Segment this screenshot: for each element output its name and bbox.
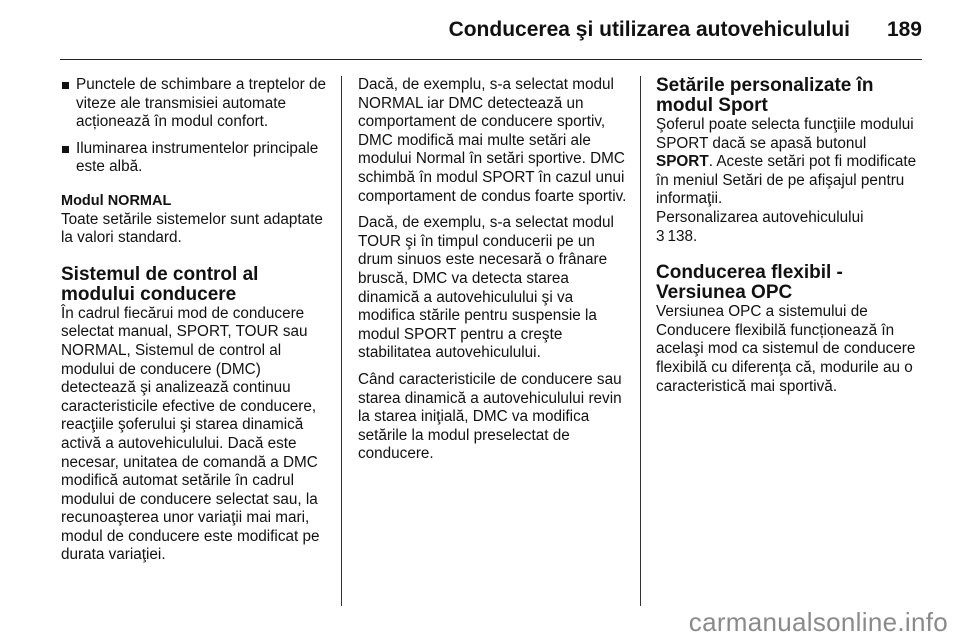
header-divider: [60, 59, 922, 60]
paragraph: Dacă, de exemplu, s-a selectat modul TOUR şi în timpul conducerii pe un drum sinuos este necesară o frânare bruscă, DMC va detecta starea dinamică a autovehiculului şi va modifica stările pentru suspensie la modul SPORT pentru a creşte stabilitatea autovehiculului.: [358, 214, 614, 362]
section-heading: Setările personalizate în modul Sport: [656, 75, 874, 116]
section-heading: Conducerea flexibil - Versiunea OPC: [656, 262, 843, 304]
list-item-text: Punctele de schimbare a treptelor de viteze ale transmisiei automate acționează în modul confort.: [76, 76, 326, 131]
sport-button-label: SPORT: [656, 153, 709, 171]
page-title: Conducerea şi utilizarea autovehiculului: [448, 18, 850, 41]
column-2: [358, 76, 628, 464]
column-1: [61, 76, 333, 565]
list-item-text: Iluminarea instrumentelor principale este albă.: [76, 139, 319, 176]
column-3: [656, 76, 926, 396]
bullet-square-icon: [62, 146, 69, 153]
paragraph: Când caracteristicile de conducere sau starea dinamică a autovehiculului revin la starea iniţială, DMC va modifica setările la modul preselectat de conducere.: [358, 370, 622, 463]
page-header: [0, 0, 960, 60]
paragraph: [656, 116, 926, 246]
section-heading: Sistemul de control al modului conducere: [61, 263, 259, 305]
column-divider-1: [341, 76, 342, 606]
column-divider-2: [640, 76, 641, 606]
paragraph: Dacă, de exemplu, s-a selectat modul NORMAL iar DMC detectează un comportament de conducere sportiv, DMC modifică mai multe setări ale modului Normal în setări sportive. DMC schimbă în modul SPORT în cazul unui comportament de condus foarte sportiv.: [358, 76, 627, 205]
section-label: Modul NORMAL: [61, 192, 172, 209]
list-item: [61, 76, 333, 132]
watermark: carmanualsonline.info: [688, 607, 948, 637]
reference-arrow-icon: 3: [656, 227, 665, 245]
cross-reference-text: Personalizarea autovehiculului: [656, 208, 864, 226]
paragraph: Versiunea OPC a sistemului de Conducere flexibilă funcționează în acelaşi mod ca sistemul de conducere flexibilă cu diferenţa că, modurile au o caracteristică mai sportivă.: [656, 303, 916, 395]
paragraph-text: Şoferul poate selecta funcţiile modului SPORT dacă se apasă butonul: [656, 116, 914, 152]
bullet-square-icon: [62, 82, 69, 89]
paragraph-text: . Aceste setări pot fi modificate în meniul Setări de pe afişajul pentru informaţii.: [656, 153, 917, 208]
list-item: [61, 140, 333, 177]
page-number: 189: [886, 18, 922, 41]
paragraph: Toate setările sistemelor sunt adaptate la valori standard.: [61, 210, 323, 247]
cross-reference-page: 138.: [667, 227, 698, 245]
paragraph: În cadrul fiecărui mod de conducere selectat manual, SPORT, TOUR sau NORMAL, Sistemul de control al modului de conducere (DMC) detectează şi analizează continuu caracteristicile efective de conducere, reacţiile şoferului şi starea dinamică activă a autovehiculului. Dacă este necesar, unitatea de comandă a DMC modifică automat setările în cadrul modului de conducere selectat sau, la recunoaşterea unor variaţii mai mari, modul de conducere este modificat pe durata variaţiei.: [61, 304, 320, 564]
